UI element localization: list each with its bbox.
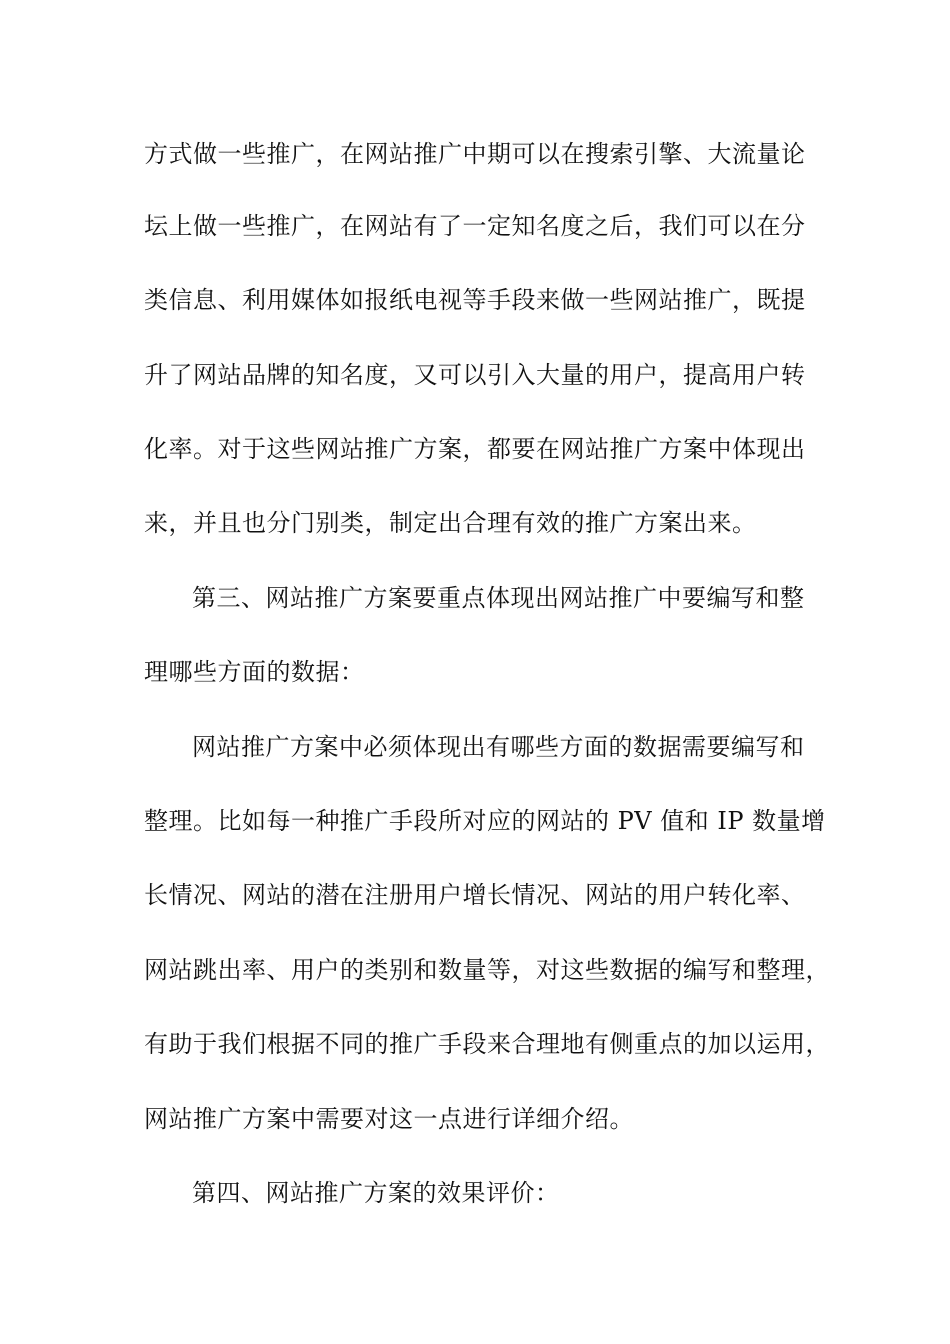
paragraph-line: 整理。比如每一种推广手段所对应的网站的 PV 值和 IP 数量增	[144, 807, 826, 835]
paragraph-line: 化率。对于这些网站推广方案，都要在网站推广方案中体现出	[144, 435, 806, 463]
paragraph-line: 类信息、利用媒体如报纸电视等手段来做一些网站推广，既提	[144, 286, 806, 314]
paragraph-line: 升了网站品牌的知名度，又可以引入大量的用户，提高用户转	[144, 361, 806, 389]
paragraph-line: 方式做一些推广，在网站推广中期可以在搜索引擎、大流量论	[144, 140, 806, 168]
section-heading-line: 理哪些方面的数据：	[144, 658, 365, 686]
paragraph-line: 来，并且也分门别类，制定出合理有效的推广方案出来。	[144, 509, 757, 537]
paragraph-line: 网站跳出率、用户的类别和数量等，对这些数据的编写和整理，	[144, 956, 830, 984]
paragraph-line: 长情况、网站的潜在注册用户增长情况、网站的用户转化率、	[144, 881, 806, 909]
section-heading-line: 第四、网站推广方案的效果评价：	[192, 1179, 560, 1207]
paragraph-line: 有助于我们根据不同的推广手段来合理地有侧重点的加以运用，	[144, 1030, 830, 1058]
paragraph-line: 网站推广方案中必须体现出有哪些方面的数据需要编写和	[192, 733, 805, 761]
paragraph-line: 坛上做一些推广，在网站有了一定知名度之后，我们可以在分	[144, 212, 806, 240]
paragraph-line: 网站推广方案中需要对这一点进行详细介绍。	[144, 1105, 634, 1133]
section-heading-line: 第三、网站推广方案要重点体现出网站推广中要编写和整	[192, 584, 805, 612]
